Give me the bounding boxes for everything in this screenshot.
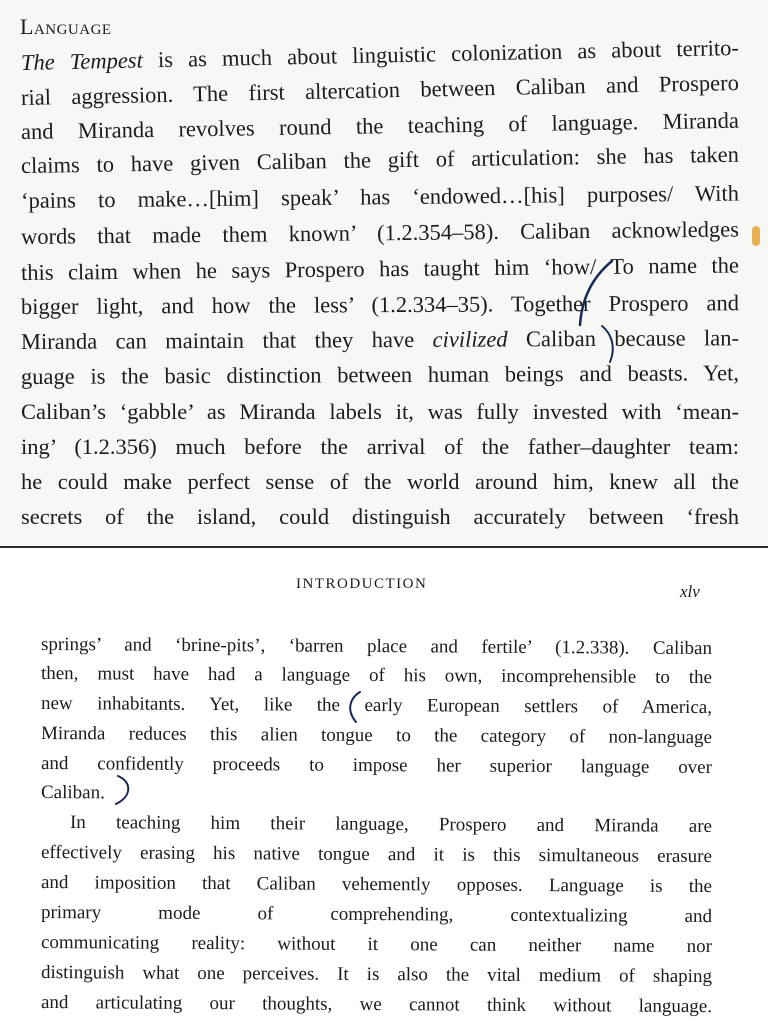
body-line: The Tempest is as much about linguistic colonization as about territo- [20, 34, 740, 75]
body-line: and articulating our thoughts, we cannot think without language. [40, 992, 713, 1018]
page-number: xlv [680, 582, 700, 601]
highlighter-smudge [752, 226, 760, 246]
running-head: INTRODUCTION [296, 576, 428, 592]
body-line: he could make perfect sense of the world around him, knew all the [21, 469, 739, 494]
body-line: new inhabitants. Yet, like the early European settlers of America, [40, 693, 713, 719]
body-line: and imposition that Caliban vehemently opposes. Language is the [40, 872, 713, 898]
body-line: ‘pains to make…[him] speak’ has ‘endowed…[his] purposes/ With [20, 180, 740, 213]
body-line: secrets of the island, could distinguish accurately between ‘fresh [21, 504, 739, 529]
body-line: bigger light, and how the less’ (1.2.334–35). Together Prospero and [20, 290, 740, 319]
body-line: this claim when he says Prospero has taught him ‘how/ To name the [20, 252, 740, 285]
body-line: and confidently proceeds to impose her superior language over [40, 753, 713, 779]
body-line: and Miranda revolves round the teaching of language. Miranda [20, 107, 740, 144]
body-line: then, must have had a language of his own, incomprehensible to the [40, 663, 713, 689]
bottom-page-excerpt [0, 548, 768, 1024]
body-line: primary mode of comprehending, contextualizing and [40, 902, 713, 928]
emphasis-word: civilized [432, 326, 508, 352]
body-line: claims to have given Caliban the gift of articulation: she has taken [20, 141, 740, 178]
body-line: Caliban’s ‘gabble’ as Miranda labels it, was fully invested with ‘mean- [21, 399, 739, 424]
body-line: words that made them known’ (1.2.354–58). Caliban acknowledges [20, 216, 740, 249]
body-line: effectively erasing his native tongue and it is this simultaneous erasure [40, 842, 713, 868]
body-line: Miranda can maintain that they have civilized Caliban because lan- [20, 325, 740, 354]
body-line: ing’ (1.2.356) much before the arrival of the father–daughter team: [21, 434, 739, 459]
body-line: guage is the basic distinction between human beings and beasts. Yet, [20, 360, 740, 389]
body-line: springs’ and ‘brine-pits’, ‘barren place and fertile’ (1.2.338). Caliban [40, 634, 713, 660]
body-line: communicating reality: without it one can neither name nor [40, 932, 713, 958]
body-line: Caliban. [40, 782, 105, 804]
book-title: The Tempest [20, 47, 144, 75]
body-line: In teaching him their language, Prospero and Miranda are [69, 812, 713, 837]
section-heading: Language [20, 14, 112, 39]
body-line: rial aggression. The first altercation between Caliban and Prospero [20, 69, 740, 110]
body-line: distinguish what one perceives. It is also the vital medium of shaping [40, 962, 713, 988]
body-line: Miranda reduces this alien tongue to the category of non-language [40, 723, 713, 749]
